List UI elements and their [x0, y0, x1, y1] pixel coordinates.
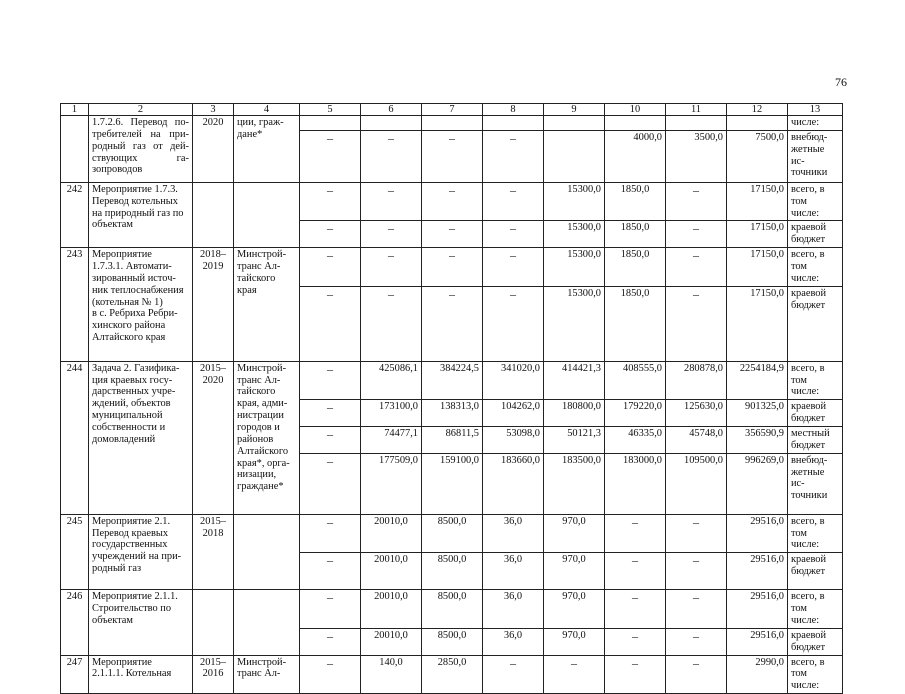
source-cell: всего, в том числе: [788, 361, 843, 400]
source-cell: краевой бюджет [788, 286, 843, 361]
value-cell: – [605, 553, 666, 590]
header-cell: 5 [300, 104, 361, 116]
value-cell: 15300,0 [544, 182, 605, 221]
value-cell: 414421,3 [544, 361, 605, 400]
value-cell: – [666, 655, 727, 694]
years-cell: 2020 [193, 116, 234, 183]
value-cell: – [300, 400, 361, 427]
source-cell: краевой бюджет [788, 221, 843, 248]
value-cell: 901325,0 [727, 400, 788, 427]
value-cell: – [422, 248, 483, 287]
value-cell: 970,0 [544, 514, 605, 553]
row-number-cell: 245 [61, 514, 89, 590]
years-cell [193, 182, 234, 247]
value-cell: – [361, 248, 422, 287]
value-cell: 36,0 [483, 514, 544, 553]
value-cell: 970,0 [544, 590, 605, 629]
value-cell: 177509,0 [361, 453, 422, 514]
value-cell [544, 130, 605, 182]
executor-cell: Минстрой- транс Ал- [234, 655, 300, 694]
header-cell: 9 [544, 104, 605, 116]
value-cell: 1850,0 [605, 286, 666, 361]
header-cell: 8 [483, 104, 544, 116]
source-cell: внебюд- жетные ис- точники [788, 130, 843, 182]
value-cell: 356590,9 [727, 427, 788, 454]
value-cell: – [666, 628, 727, 655]
value-cell: – [422, 130, 483, 182]
value-cell: – [361, 182, 422, 221]
row-number-cell [61, 116, 89, 183]
value-cell: – [666, 286, 727, 361]
header-cell: 1 [61, 104, 89, 116]
value-cell: – [300, 427, 361, 454]
value-cell: – [605, 655, 666, 694]
measure-name-cell: Мероприятие 2.1. Перевод краевых государственных учреждений на при- родный газ [89, 514, 193, 590]
value-cell: 180800,0 [544, 400, 605, 427]
value-cell: 20010,0 [361, 553, 422, 590]
value-cell: 1850,0 [605, 248, 666, 287]
value-cell [605, 116, 666, 131]
value-cell [727, 116, 788, 131]
source-cell: всего, в том числе: [788, 590, 843, 629]
row-number-cell: 244 [61, 361, 89, 514]
source-cell: всего, в том числе: [788, 514, 843, 553]
measure-name-cell: 1.7.2.6. Перевод по- требителей на при- родный газ от дей- ствующих га- зопроводов [89, 116, 193, 183]
value-cell: 29516,0 [727, 628, 788, 655]
value-cell: – [544, 655, 605, 694]
value-cell: – [361, 130, 422, 182]
value-cell: – [422, 182, 483, 221]
value-cell: 1850,0 [605, 182, 666, 221]
header-row [61, 104, 843, 116]
years-cell: 2015– 2020 [193, 361, 234, 514]
source-cell: краевой бюджет [788, 400, 843, 427]
value-cell: 20010,0 [361, 590, 422, 629]
value-cell: 996269,0 [727, 453, 788, 514]
executor-cell: ции, граж- дане* [234, 116, 300, 183]
value-cell: 17150,0 [727, 248, 788, 287]
years-cell: 2015– 2016 [193, 655, 234, 694]
value-cell: 17150,0 [727, 182, 788, 221]
value-cell: 384224,5 [422, 361, 483, 400]
header-cell: 7 [422, 104, 483, 116]
value-cell [666, 116, 727, 131]
executor-cell [234, 182, 300, 247]
value-cell: – [300, 628, 361, 655]
value-cell: 7500,0 [727, 130, 788, 182]
header-cell: 2 [89, 104, 193, 116]
table-row [61, 655, 843, 694]
source-cell: краевой бюджет [788, 553, 843, 590]
value-cell: 104262,0 [483, 400, 544, 427]
header-cell: 10 [605, 104, 666, 116]
value-cell: – [666, 553, 727, 590]
value-cell: 15300,0 [544, 221, 605, 248]
value-cell: 15300,0 [544, 286, 605, 361]
value-cell: 86811,5 [422, 427, 483, 454]
value-cell: 45748,0 [666, 427, 727, 454]
header-cell: 6 [361, 104, 422, 116]
value-cell: 125630,0 [666, 400, 727, 427]
budget-table [60, 103, 843, 694]
value-cell: 36,0 [483, 590, 544, 629]
value-cell: 109500,0 [666, 453, 727, 514]
value-cell: 179220,0 [605, 400, 666, 427]
executor-cell: Минстрой- транс Ал- тайского края [234, 248, 300, 362]
table-row [61, 248, 843, 287]
header-cell: 13 [788, 104, 843, 116]
value-cell [361, 116, 422, 131]
table-row [61, 590, 843, 629]
value-cell: 74477,1 [361, 427, 422, 454]
value-cell: – [605, 628, 666, 655]
value-cell: 29516,0 [727, 553, 788, 590]
executor-cell [234, 590, 300, 655]
row-number-cell: 246 [61, 590, 89, 655]
value-cell [483, 116, 544, 131]
value-cell: – [422, 221, 483, 248]
value-cell: 183000,0 [605, 453, 666, 514]
table-row [61, 514, 843, 553]
measure-name-cell: Мероприятие 2.1.1.1. Котельная [89, 655, 193, 694]
value-cell: 173100,0 [361, 400, 422, 427]
header-cell: 12 [727, 104, 788, 116]
value-cell: 425086,1 [361, 361, 422, 400]
value-cell: – [300, 553, 361, 590]
value-cell: – [422, 286, 483, 361]
value-cell: 159100,0 [422, 453, 483, 514]
source-cell: краевой бюджет [788, 628, 843, 655]
value-cell: 183660,0 [483, 453, 544, 514]
value-cell: 50121,3 [544, 427, 605, 454]
value-cell: 970,0 [544, 628, 605, 655]
value-cell: 8500,0 [422, 590, 483, 629]
value-cell: – [483, 655, 544, 694]
value-cell: – [483, 182, 544, 221]
value-cell: 408555,0 [605, 361, 666, 400]
value-cell: – [300, 248, 361, 287]
value-cell [422, 116, 483, 131]
value-cell: 8500,0 [422, 628, 483, 655]
measure-name-cell: Мероприятие 1.7.3.1. Автомати- зированный источ- ник теплоснабжения (котельная № 1) в с. Ребриха Ребри- хинского района Алтайского края [89, 248, 193, 362]
executor-cell: Минстрой- транс Ал- тайского края, адми- нистрации городов и районов Алтайского края*, орга- низации, граждане* [234, 361, 300, 514]
source-cell: местный бюджет [788, 427, 843, 454]
measure-name-cell: Задача 2. Газифика- ция краевых госу- дарственных учре- ждений, объектов муниципальной собственности и домовладений [89, 361, 193, 514]
value-cell: – [300, 590, 361, 629]
header-cell: 3 [193, 104, 234, 116]
page-number: 76 [835, 75, 847, 89]
value-cell: 15300,0 [544, 248, 605, 287]
value-cell: 8500,0 [422, 514, 483, 553]
measure-name-cell: Мероприятие 2.1.1. Строительство по объектам [89, 590, 193, 655]
value-cell: – [300, 453, 361, 514]
value-cell: 138313,0 [422, 400, 483, 427]
value-cell: 17150,0 [727, 286, 788, 361]
value-cell: 280878,0 [666, 361, 727, 400]
row-number-cell: 243 [61, 248, 89, 362]
value-cell: 2254184,9 [727, 361, 788, 400]
value-cell: 140,0 [361, 655, 422, 694]
value-cell: 36,0 [483, 553, 544, 590]
value-cell: – [605, 590, 666, 629]
value-cell: 17150,0 [727, 221, 788, 248]
header-cell: 11 [666, 104, 727, 116]
value-cell [300, 116, 361, 131]
years-cell: 2015– 2018 [193, 514, 234, 590]
value-cell: 3500,0 [666, 130, 727, 182]
row-number-cell: 247 [61, 655, 89, 694]
table-row [61, 182, 843, 221]
value-cell: – [300, 655, 361, 694]
measure-name-cell: Мероприятие 1.7.3. Перевод котельных на природный газ по объектам [89, 182, 193, 247]
executor-cell [234, 514, 300, 590]
source-cell: всего, в том числе: [788, 248, 843, 287]
value-cell: 2850,0 [422, 655, 483, 694]
value-cell: 4000,0 [605, 130, 666, 182]
value-cell: 8500,0 [422, 553, 483, 590]
source-cell: внебюд- жетные ис- точники [788, 453, 843, 514]
value-cell: 36,0 [483, 628, 544, 655]
source-cell: всего, в том числе: [788, 182, 843, 221]
value-cell: 53098,0 [483, 427, 544, 454]
header-cell: 4 [234, 104, 300, 116]
value-cell: – [300, 286, 361, 361]
value-cell: 183500,0 [544, 453, 605, 514]
value-cell: – [483, 286, 544, 361]
value-cell [544, 116, 605, 131]
value-cell: – [666, 182, 727, 221]
years-cell: 2018– 2019 [193, 248, 234, 362]
value-cell: 29516,0 [727, 590, 788, 629]
years-cell [193, 590, 234, 655]
table-row [61, 116, 843, 131]
value-cell: 20010,0 [361, 514, 422, 553]
value-cell: – [361, 286, 422, 361]
row-number-cell: 242 [61, 182, 89, 247]
value-cell: 2990,0 [727, 655, 788, 694]
table-row [61, 361, 843, 400]
value-cell: 1850,0 [605, 221, 666, 248]
value-cell: – [666, 590, 727, 629]
value-cell: – [666, 514, 727, 553]
value-cell: – [483, 221, 544, 248]
value-cell: – [483, 248, 544, 287]
value-cell: 20010,0 [361, 628, 422, 655]
value-cell: 29516,0 [727, 514, 788, 553]
value-cell: – [605, 514, 666, 553]
source-cell: числе: [788, 116, 843, 131]
value-cell: 970,0 [544, 553, 605, 590]
value-cell: 46335,0 [605, 427, 666, 454]
value-cell: – [300, 361, 361, 400]
value-cell: – [666, 248, 727, 287]
value-cell: – [300, 514, 361, 553]
value-cell: 341020,0 [483, 361, 544, 400]
value-cell: – [300, 221, 361, 248]
value-cell: – [300, 182, 361, 221]
source-cell: всего, в том числе: [788, 655, 843, 694]
value-cell: – [666, 221, 727, 248]
value-cell: – [300, 130, 361, 182]
value-cell: – [361, 221, 422, 248]
value-cell: – [483, 130, 544, 182]
